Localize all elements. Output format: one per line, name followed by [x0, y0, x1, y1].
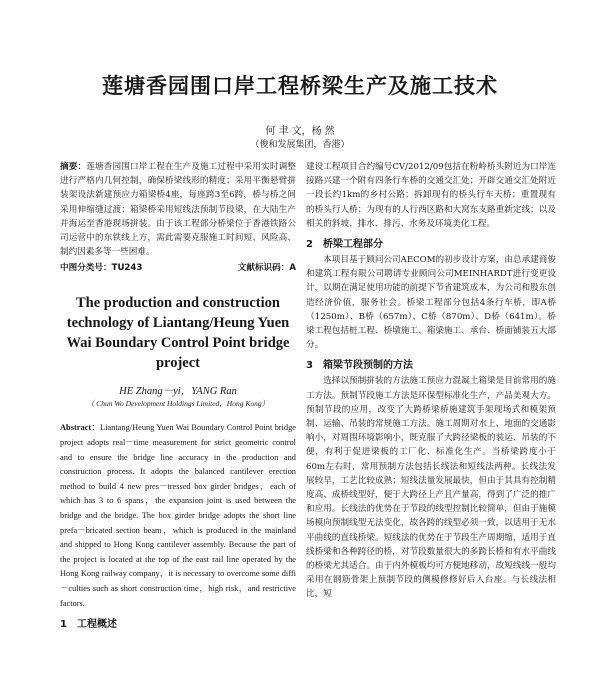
abstract-cn-label: 摘要： — [60, 162, 87, 172]
abstract-cn — [60, 160, 296, 259]
section-1-body: 建设工程项目合约编号CV/2012/09包括在粉岭桥头附近为口岸连接路兴建一个附有四条行车桥的交通交汇处；开辟交通交汇处附近一段长约1km的乡村公路；拆卸现有的桥头行车天桥；重置现有的桥头行人桥；为现有的人行西区路和大窝东支路重新定线；以及相关的斜坡、排水、排污、水务及环境美化工程。 — [306, 162, 556, 229]
english-affiliation: （ Chun Wo Development Holdings Limited，Hong Kong） — [86, 399, 270, 409]
left-column — [60, 160, 296, 633]
abstract-cn-text: 莲塘香园围口岸工程在生产及施工过程中采用实时调整进行严格内几何控制，确保桥梁线形的精度；采用平衡悬臂拼装架设法新建预应力箱梁桥4座，每座跨3至6跨，桥与桥之间采用伸缩缝过渡；箱梁桥采用短线法预制节段梁，在大陆生产并海运至香港现场拼装。由于该工程部分桥梁位于香港铁路公司运营中的东铁线上方，需此需要克服施工时间短、风险高、制约因素多等一些困难。 — [60, 162, 296, 258]
abstract-en-label: Abstract： — [60, 423, 100, 433]
clc-number: 中图分类号：TU243 — [60, 263, 143, 274]
section-3-body: 选择以预制拼装的方法施工预应力混凝土箱梁是目前常用的施工方法。预制节段施工方法是环保型标准化生产，产品美观大方。预制节段的应用，改变了大跨桥梁桥施建筑手架现场式和模架预制、运输、吊装的常规施工方法。施工周期对水上、地面的交通影响小，对周围环境影响小，既克服了大跨径梁板的装运、吊装的不便，有利于促进梁板的工厂化、标准化生产。当桥梁跨度小于60m左右时，常用预制方法包括长线法和短线法两种。长线法发展较早，工艺比较成熟；短线法量发展最快，但由于其具有控制精度高、成桥线型好，便于大跨径上产且产量高，得到了广泛的推广和应用。长线法的优势在于节段的线型控制比较简单，但由于施模场模向预制线型无法变化，故各跨的线型必须一致，以适用于无水平曲线的直线桥梁。短线法的优势在于节段生产周期缩，适用于直线桥梁和各种跨径的桥，对节段数量很大的多跨长桥和有水平曲线的桥梁尤其适合。由于内外模板均可方便地移动，故短线线一般均采用在钢筋骨架上预制节段的侧模修修好后入台座。与长线法相比，短 — [306, 376, 556, 600]
english-authors: HE Zhang－yi，YANG Ran — [119, 386, 237, 398]
section-heading-1: 1 工程概述 — [60, 619, 117, 631]
paper-title: 莲塘香园围口岸工程桥梁生产及施工技术 — [102, 74, 498, 98]
section-2-body: 本项目基于顾问公司AECOM的初步设计方案，由总承建商俊和建筑工程有限公司聘请专业顾问公司MEINHARDT进行变更设计，以期在满足使用功能的前提下节省建筑成本，为公司和股东创造经济价值，服务社会。桥梁工程部分包括4条行车桥，即A桥（1250m）、B桥（657m）、C桥（870m）、D桥（641m）。桥梁工程包括桩工程、桥墩施工、箱梁施工、承台、桥面铺装五大部分。 — [306, 255, 556, 351]
abstract-en — [60, 421, 296, 611]
section-heading-3: 3 箱梁节段预制的方法 — [306, 360, 413, 372]
classification-line — [60, 261, 296, 273]
affiliation: （俊和发展集团，香港） — [250, 140, 350, 150]
doc-code: 文献标识码：A — [237, 263, 296, 274]
authors: 何 聿 文，杨 然 — [265, 126, 335, 137]
section-heading-2: 2 桥梁工程部分 — [306, 239, 383, 251]
english-title: The production and construction technology of Liantang/Heung Yuen Wai Boundary Control Point bridge project — [66, 295, 290, 372]
abstract-en-text: Liantang/Heung Yuen Wai Boundary Control Point bridge project adopts real－time measurement for strict geometric control and to ensure the bridge line accuracy in the production and construction process. It adopts the balanced cantilever erection method to build 4 new pres－tressed box girder bridges，each of which has 3 to 6 spans，the expansion joint is used between the bridge and the bridge. The box girder bridge adopts the short line prefa－bricated section beam，which is produced in the mainland and shipped to Hong Kong cantilever assembly. Because the part of the project is located at the top of the east rail line operated by the Hong Kong railway company，it is necessary to overcome some diffi－culties such as short construction time，high risk，and restrictive factors. — [60, 423, 296, 608]
right-column — [306, 160, 556, 602]
